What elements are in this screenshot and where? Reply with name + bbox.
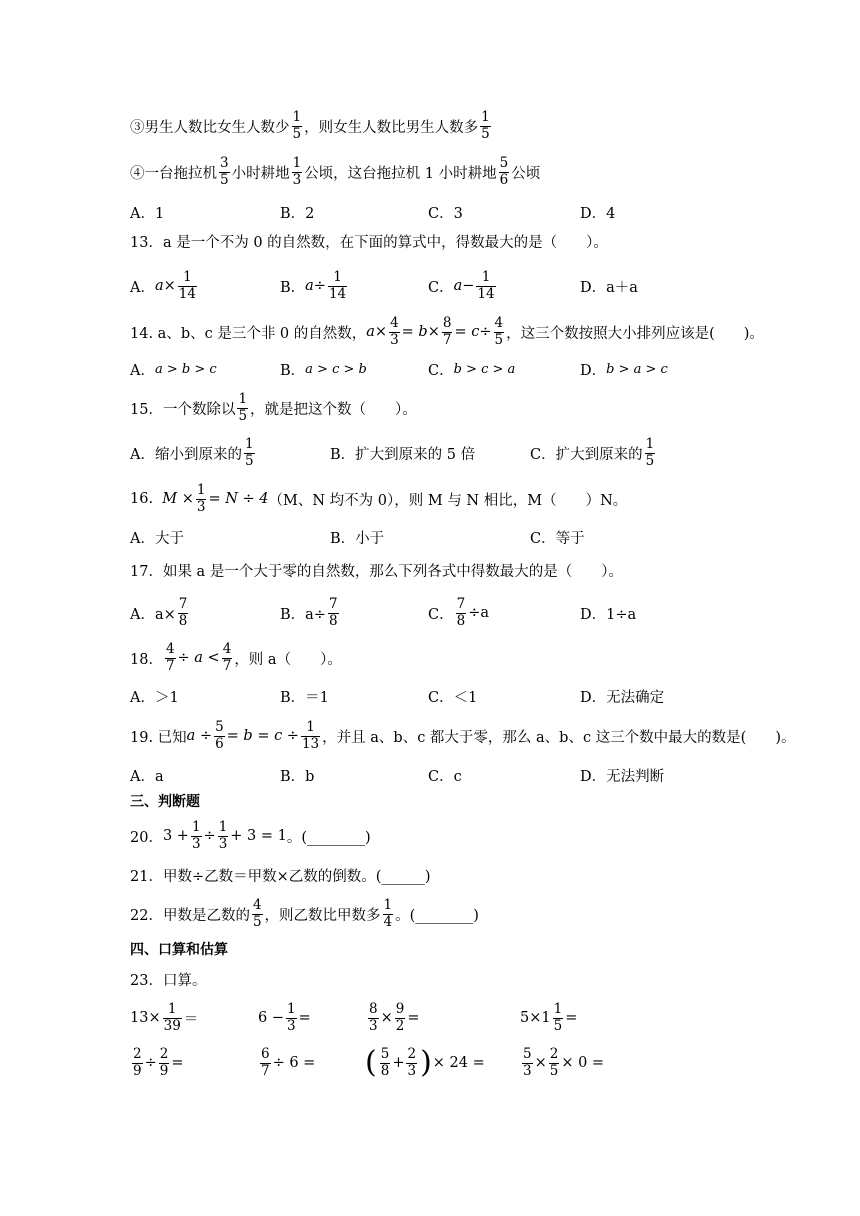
numerator: 7 [178, 596, 188, 612]
denominator: 13 [301, 735, 320, 752]
text: ÷ [144, 1055, 157, 1071]
text: a > b > c [154, 361, 217, 377]
denominator: 3 [218, 835, 228, 852]
denominator: 7 [261, 1062, 270, 1079]
option-b[interactable] [280, 266, 349, 306]
fraction [368, 1002, 379, 1034]
text: ，就是把这个数（ ）。 [250, 401, 417, 418]
fraction [522, 1047, 533, 1079]
text: ÷ a < [177, 650, 220, 666]
text: a× [154, 278, 176, 294]
denominator: 4 [383, 913, 393, 930]
text: ÷ [203, 828, 216, 844]
numerator: 7 [328, 596, 338, 612]
text: C． [428, 279, 454, 296]
denominator: 5 [238, 407, 248, 424]
option-a[interactable] [130, 432, 257, 474]
fraction [389, 316, 400, 348]
numerator: 1 [196, 482, 206, 498]
text: = [407, 1010, 420, 1026]
fraction [260, 1047, 271, 1079]
text: ＝ [183, 1011, 199, 1028]
text: A． [130, 279, 155, 296]
fraction [549, 1047, 560, 1079]
calc-item [364, 1040, 485, 1086]
numerator: 1 [167, 1001, 177, 1017]
q18-stem [130, 636, 342, 680]
numerator: 1 [244, 436, 254, 452]
fraction [178, 270, 197, 302]
q14-stem [130, 310, 764, 354]
numerator: 5 [499, 155, 509, 171]
option-b[interactable]: B．扩大到原来的 5 倍 [330, 446, 476, 463]
text: 小时耕地 [231, 165, 290, 182]
denominator: 3 [369, 1017, 378, 1034]
numerator: 4 [252, 897, 262, 913]
calc-item [258, 1040, 315, 1086]
text: a > c > b [305, 361, 367, 377]
numerator: 1 [292, 155, 302, 171]
numerator: 1 [306, 719, 315, 735]
option-a[interactable]: A．a [130, 768, 164, 785]
text: = N ÷ 4 [208, 491, 269, 507]
denominator: 5 [244, 452, 254, 469]
q15-stem [130, 386, 417, 430]
calc-item [130, 1040, 184, 1086]
calc-item [366, 996, 420, 1040]
fraction [380, 1047, 391, 1079]
fraction [159, 1047, 170, 1079]
numerator: 5 [215, 719, 224, 735]
text: × 0 = [561, 1055, 605, 1071]
denominator: 5 [292, 125, 302, 142]
numerator: 2 [549, 1046, 559, 1062]
denominator: 8 [178, 612, 188, 629]
answer-blank[interactable]: 。(________) [286, 829, 371, 846]
text: A．缩小到原来的 [130, 446, 242, 463]
denominator: 8 [456, 612, 466, 629]
numerator: 8 [369, 1001, 378, 1017]
fraction [292, 156, 303, 188]
fraction [442, 316, 453, 348]
text: a× [366, 324, 388, 340]
denominator: 5 [645, 452, 655, 469]
option-a[interactable] [130, 354, 217, 384]
denominator: 6 [215, 735, 224, 752]
option-c[interactable] [428, 354, 515, 384]
section-heading-judgment: 三、判断题 [130, 794, 200, 810]
fraction [499, 156, 510, 188]
numerator: 1 [218, 819, 228, 835]
fraction [237, 392, 248, 424]
fraction [165, 642, 176, 674]
denominator: 14 [477, 285, 495, 302]
numerator: 4 [390, 315, 399, 331]
text: B． [280, 279, 306, 296]
fraction [219, 156, 230, 188]
text: 20． [130, 829, 163, 846]
denominator: 3 [407, 1062, 417, 1079]
fraction [292, 110, 303, 142]
text: × [380, 1010, 393, 1026]
text: 公顷，这台拖拉机 1 小时耕地 [304, 165, 497, 182]
numerator: 2 [159, 1046, 169, 1062]
numerator: 9 [395, 1001, 405, 1017]
text: A．a× [130, 606, 176, 623]
denominator: 7 [222, 657, 232, 674]
option-d[interactable] [580, 354, 668, 384]
text: 公顷 [511, 165, 541, 182]
text: 6 − [258, 1010, 284, 1026]
fraction [328, 597, 339, 629]
text: C． [428, 362, 454, 379]
numerator: 4 [222, 641, 232, 657]
text: M × [162, 491, 194, 507]
numerator: 1 [553, 1001, 563, 1017]
numerator: 6 [261, 1046, 270, 1062]
numerator: 1 [292, 109, 302, 125]
numerator: 1 [481, 109, 490, 125]
q12-statement-4 [130, 152, 540, 192]
denominator: 14 [328, 285, 347, 302]
numerator: 5 [523, 1046, 532, 1062]
option-d[interactable]: D．4 [580, 205, 616, 222]
text: C．扩大到原来的 [530, 446, 643, 463]
fraction [214, 720, 225, 752]
fraction [476, 270, 495, 302]
text: 13× [130, 1010, 161, 1026]
option-a[interactable]: A．大于 [130, 530, 184, 547]
option-b[interactable]: B．＝1 [280, 689, 329, 706]
fraction [196, 483, 207, 515]
numerator: 2 [133, 1046, 142, 1062]
text: ④一台拖拉机 [130, 165, 217, 182]
q17-stem [130, 553, 623, 587]
text: × 24 = [432, 1055, 485, 1071]
text: = [171, 1055, 184, 1071]
denominator: 7 [442, 331, 452, 348]
text: b > c > a [453, 361, 516, 377]
denominator: 39 [163, 1017, 181, 1034]
numerator: 2 [407, 1046, 417, 1062]
text: B． [280, 362, 306, 379]
denominator: 14 [178, 285, 196, 302]
calc-item [258, 996, 311, 1040]
q21: 21．甲数÷乙数＝甲数×乙数的倒数。(______) [130, 868, 431, 885]
denominator: 3 [286, 1017, 296, 1034]
fraction [301, 720, 320, 752]
text: B．a÷ [280, 606, 326, 623]
text: ÷ 6 = [272, 1055, 316, 1071]
q19-stem [130, 714, 796, 758]
fraction [163, 1002, 182, 1034]
text: = b = c ÷ [226, 728, 299, 744]
text: + 3 = 1 [230, 828, 287, 844]
option-b[interactable] [280, 354, 367, 384]
text: 16. [130, 491, 154, 507]
text: = c÷ [454, 324, 492, 340]
text: ，则 a（ ）。 [234, 651, 342, 668]
numerator: 5 [380, 1046, 390, 1062]
text: 14. a、b、c 是三个非 0 的自然数， [130, 325, 367, 342]
numerator: 8 [442, 315, 452, 331]
denominator: 3 [390, 331, 399, 348]
fraction [252, 898, 263, 930]
fraction [645, 437, 656, 469]
option-c[interactable]: C．3 [428, 205, 463, 222]
fraction [191, 820, 202, 852]
text: A． [130, 362, 155, 379]
denominator: 3 [523, 1062, 532, 1079]
numerator: 4 [165, 641, 175, 657]
text: = [298, 1010, 311, 1026]
numerator: 1 [238, 391, 248, 407]
text: = [565, 1010, 578, 1026]
text: a− [453, 278, 475, 294]
fraction [286, 1002, 297, 1034]
answer-blank[interactable]: 。(________) [395, 907, 479, 924]
option-c[interactable] [428, 592, 489, 634]
fraction [494, 316, 505, 348]
q20 [130, 814, 371, 858]
q12-statement-3 [130, 106, 493, 146]
option-b[interactable] [280, 592, 341, 634]
section-heading-mental-math: 四、口算和估算 [130, 942, 228, 958]
calc-item [520, 1040, 604, 1086]
fraction [132, 1047, 143, 1079]
option-d[interactable]: D．无法判断 [580, 768, 665, 785]
option-d[interactable]: D．1÷a [580, 606, 637, 623]
text: C． [428, 606, 454, 623]
fraction [218, 820, 229, 852]
text: b > a > c [606, 361, 668, 377]
text: ，则女生人数比男生人数多 [304, 119, 479, 136]
option-b[interactable]: B．小于 [330, 530, 385, 547]
text: 18． [130, 651, 163, 668]
denominator: 9 [133, 1062, 142, 1079]
q22 [130, 892, 479, 936]
denominator: 5 [252, 913, 262, 930]
denominator: 5 [481, 125, 490, 142]
denominator: 8 [328, 612, 338, 629]
option-c[interactable] [428, 266, 498, 306]
text: ，这三个数按照大小排列应该是( )。 [506, 325, 764, 342]
text: ，则乙数比甲数多 [264, 907, 381, 924]
denominator: 5 [494, 331, 504, 348]
option-b[interactable]: B．b [280, 768, 315, 785]
q23-stem: 23．口算。 [130, 972, 207, 989]
text: = b× [401, 324, 440, 340]
numerator: 1 [191, 819, 201, 835]
denominator: 2 [395, 1017, 405, 1034]
text: 19. 已知 [130, 729, 187, 746]
text: D． [580, 362, 607, 379]
denominator: 6 [499, 171, 509, 188]
calc-item [520, 996, 577, 1040]
option-d[interactable]: D．无法确定 [580, 689, 665, 706]
option-b[interactable]: B．2 [280, 205, 315, 222]
numerator: 1 [286, 1001, 296, 1017]
fraction [406, 1047, 417, 1079]
denominator: 5 [220, 171, 229, 188]
text: ，并且 a、b、c 都大于零，那么 a、b、c 这三个数中最大的数是( )。 [322, 729, 796, 746]
option-c[interactable] [530, 432, 657, 474]
numerator: 3 [220, 155, 229, 171]
text: （M、N 均不为 0），则 M 与 N 相比，M（ ）N。 [268, 492, 628, 509]
option-c[interactable]: C．等于 [530, 530, 585, 547]
numerator: 1 [333, 269, 342, 285]
fraction [395, 1002, 406, 1034]
denominator: 9 [159, 1062, 169, 1079]
option-d[interactable]: D．a＋a [580, 279, 638, 296]
text: a ÷ [186, 728, 213, 744]
fraction [222, 642, 233, 674]
fraction [383, 898, 394, 930]
option-c[interactable]: C．c [428, 768, 462, 785]
numerator: 1 [183, 269, 192, 285]
fraction [244, 437, 255, 469]
option-a[interactable] [130, 592, 190, 634]
numerator: 4 [494, 315, 504, 331]
q16-stem [130, 477, 627, 521]
text: × [534, 1055, 547, 1071]
numerator: 7 [456, 596, 466, 612]
fraction [553, 1002, 564, 1034]
text: + [392, 1055, 405, 1071]
option-a[interactable] [130, 266, 199, 306]
text: a÷ [305, 278, 326, 294]
denominator: 3 [191, 835, 201, 852]
numerator: 1 [383, 897, 393, 913]
text: 5×1 [520, 1010, 551, 1026]
parenthesis: ) [420, 1045, 432, 1080]
text: 13．a 是一个不为 0 的自然数，在下面的算式中，得数最大的是（ ）。 [130, 234, 608, 251]
text: ③男生人数比女生人数少 [130, 119, 290, 136]
fraction [456, 597, 467, 629]
denominator: 3 [196, 498, 206, 515]
denominator: 7 [165, 657, 175, 674]
fraction [480, 110, 491, 142]
text: 22．甲数是乙数的 [130, 907, 250, 924]
text: 15．一个数除以 [130, 401, 236, 418]
fraction [328, 270, 347, 302]
q13-stem [130, 224, 608, 258]
text: ÷a [468, 605, 489, 621]
calc-item [130, 996, 198, 1040]
text: 17．如果 a 是一个大于零的自然数，那么下列各式中得数最大的是（ ）。 [130, 563, 624, 580]
numerator: 1 [481, 269, 491, 285]
option-c[interactable]: C．＜1 [428, 689, 478, 706]
denominator: 5 [549, 1062, 559, 1079]
fraction [178, 597, 189, 629]
numerator: 1 [645, 436, 655, 452]
option-a[interactable]: A．1 [130, 205, 165, 222]
option-a[interactable]: A．＞1 [130, 689, 179, 706]
text: 3 + [162, 828, 189, 844]
denominator: 5 [553, 1017, 563, 1034]
parenthesis: ( [365, 1045, 377, 1080]
denominator: 8 [380, 1062, 390, 1079]
denominator: 3 [292, 171, 302, 188]
